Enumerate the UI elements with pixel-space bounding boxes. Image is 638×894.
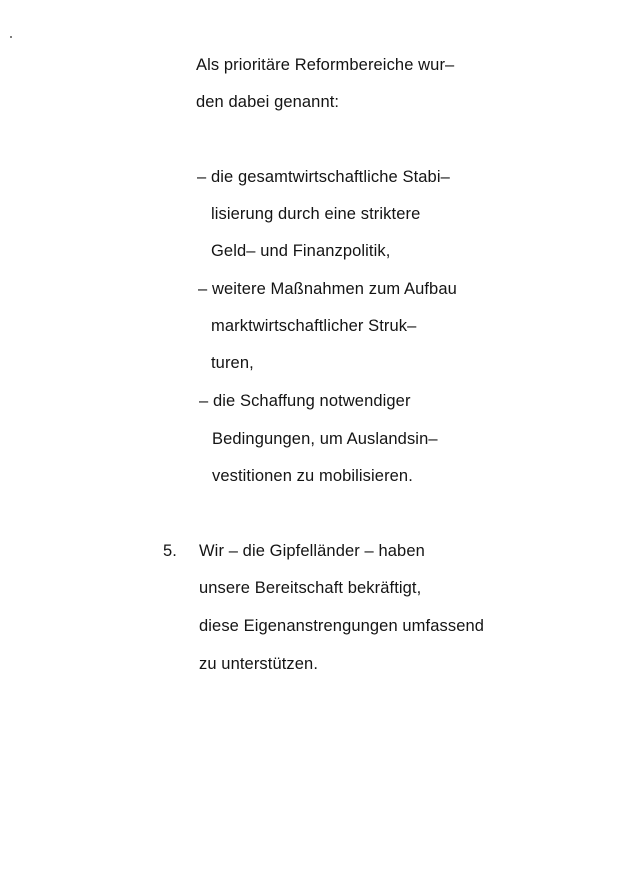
intro-line: den dabei genannt: bbox=[196, 93, 340, 111]
section-line: diese Eigenanstrengungen umfassend bbox=[199, 617, 485, 635]
section-line: Wir – die Gipfelländer – haben bbox=[199, 542, 425, 560]
list-item-line: – die Schaffung notwendiger bbox=[199, 392, 411, 410]
list-item-line: – die gesamtwirtschaftliche Stabi– bbox=[197, 168, 450, 186]
list-item-line: marktwirtschaftlicher Struk– bbox=[211, 317, 417, 335]
list-item-line: Geld– und Finanzpolitik, bbox=[211, 242, 391, 260]
section-number: 5. bbox=[163, 542, 177, 560]
section-line: unsere Bereitschaft bekräftigt, bbox=[199, 579, 422, 597]
list-item-line: – weitere Maßnahmen zum Aufbau bbox=[198, 280, 457, 298]
scan-speck bbox=[10, 36, 12, 38]
list-item-line: lisierung durch eine striktere bbox=[211, 205, 421, 223]
intro-line: Als prioritäre Reformbereiche wur– bbox=[196, 56, 455, 74]
list-item-line: vestitionen zu mobilisieren. bbox=[212, 467, 413, 485]
section-line: zu unterstützen. bbox=[199, 655, 319, 673]
list-item-line: Bedingungen, um Auslandsin– bbox=[212, 430, 438, 448]
list-item-line: turen, bbox=[211, 354, 254, 372]
